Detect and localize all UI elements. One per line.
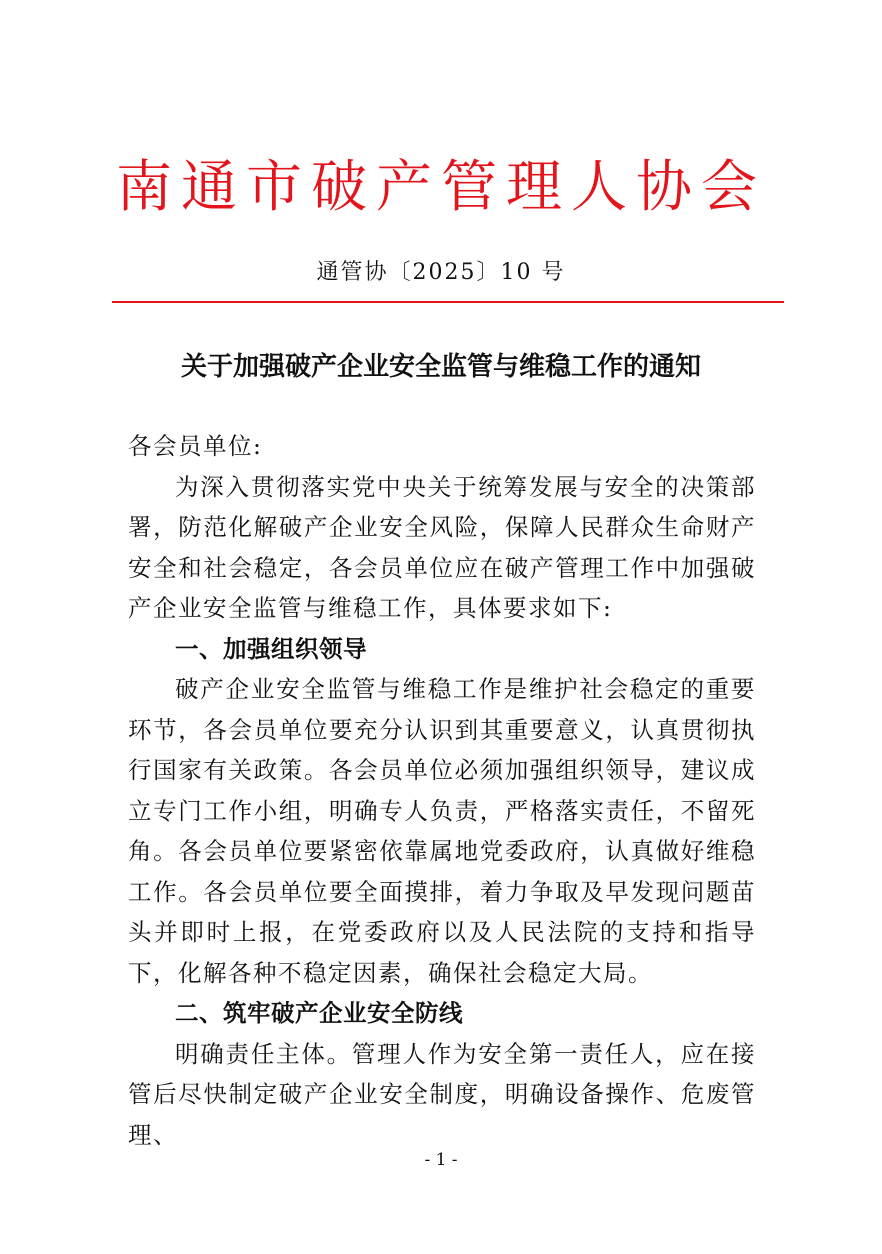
organization-header: 南通市破产管理人协会 <box>116 155 766 220</box>
section-heading-1: 一、加强组织领导 <box>175 634 367 663</box>
intro-paragraph: 为深入贯彻落实党中央关于统筹发展与安全的决策部署，防范化解破产企业安全风险，保障人民群众生命财产安全和社会稳定，各会员单位应在破产管理工作中加强破产企业安全监管与维稳工作，具体要求如下: <box>128 472 756 622</box>
document-body <box>128 426 756 1155</box>
section-paragraph-2: 明确责任主体。管理人作为安全第一责任人，应在接管后尽快制定破产企业安全制度，明确设备操作、危废管理、 <box>128 1039 756 1149</box>
document-title: 关于加强破产企业安全监管与维稳工作的通知 <box>180 352 701 382</box>
red-divider-line <box>112 301 784 303</box>
document-number: 通管协〔2025〕10 号 <box>316 260 566 285</box>
salutation: 各会员单位: <box>128 432 263 460</box>
page-number: - 1 - <box>424 1150 458 1170</box>
section-heading-2: 二、筑牢破产企业安全防线 <box>175 999 463 1027</box>
section-paragraph-1: 破产企业安全监管与维稳工作是维护社会稳定的重要环节，各会员单位要充分认识到其重要意义，认真贯彻执行国家有关政策。各会员单位必须加强组织领导，建议成立专门工作小组，明确专人负责，严格落实责任，不留死角。各会员单位要紧密依靠属地党委政府，认真做好维稳工作。各会员单位要全面摸排，着力争取及早发现问题苗头并即时上报，在党委政府以及人民法院的支持和指导下，化解各种不稳定因素，确保社会稳定大局。 <box>128 675 756 987</box>
